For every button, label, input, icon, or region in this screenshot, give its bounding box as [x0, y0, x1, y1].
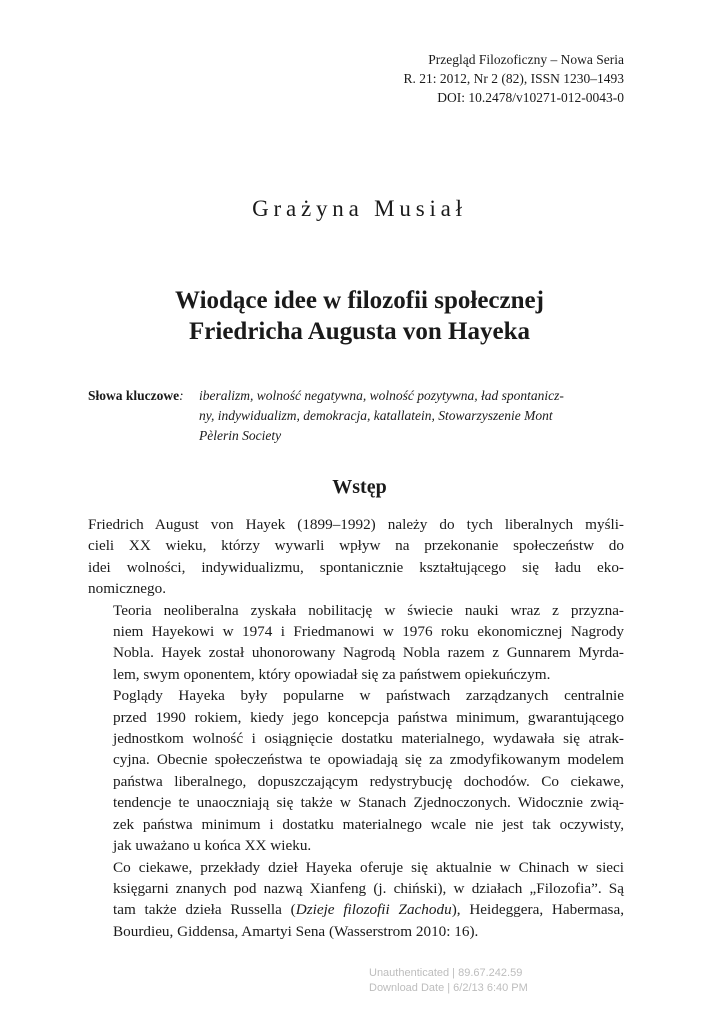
- text-line: tendencje te unaoczniają się także w Stanach Zjednoczonych. Widocznie zwią-: [113, 794, 624, 812]
- text-line: niem Hayekowi w 1974 i Friedmanowi w 1976 roku ekonomicznej Nagrody: [113, 623, 624, 641]
- paragraph: [88, 685, 624, 856]
- paragraph: [88, 600, 624, 686]
- text-line: Bourdieu, Giddensa, Amartyi Sena (Wasserstrom 2010: 16).: [113, 922, 479, 940]
- journal-header: [403, 50, 624, 107]
- keywords-line: ny, indywidualizm, demokracja, katallatein, Stowarzyszenie Mont: [199, 408, 553, 423]
- journal-issue: R. 21: 2012, Nr 2 (82), ISSN 1230–1493: [403, 71, 624, 86]
- journal-name: Przegląd Filozoficzny – Nowa Seria: [428, 52, 624, 67]
- text-line: Teoria neoliberalna zyskała nobilitację w świecie nauki wraz z przyzna-: [113, 601, 624, 619]
- text-line: przed 1990 rokiem, kiedy jego koncepcja państwa minimum, gwarantującego: [113, 708, 624, 726]
- book-title: Dzieje filozofii Zachodu: [295, 901, 452, 919]
- paragraph: [88, 514, 624, 600]
- keywords-list: [199, 386, 624, 446]
- article-title: [0, 285, 719, 347]
- article-body: [88, 514, 624, 942]
- journal-doi: DOI: 10.2478/v10271-012-0043-0: [437, 90, 624, 105]
- title-line-2: Friedricha Augusta von Hayeka: [189, 318, 530, 345]
- text-line: Friedrich August von Hayek (1899–1992) należy do tych liberalnych myśli-: [88, 516, 624, 533]
- text-line: Poglądy Hayeka były popularne w państwach zarządzanych centralnie: [113, 687, 624, 705]
- text-line: jak uważano u końca XX wieku.: [113, 837, 312, 855]
- text-line: Co ciekawe, przekłady dzieł Hayeka oferuje się aktualnie w Chinach w sieci: [113, 858, 624, 876]
- keywords-block: [88, 386, 624, 446]
- author-name: Grażyna Musiał: [252, 196, 467, 221]
- text-line: państwa liberalnego, dopuszczającym redystrybucję dochodów. Co ciekawe,: [113, 772, 624, 790]
- watermark-ip: Unauthenticated | 89.67.242.59: [369, 967, 523, 979]
- text-line: księgarni znanych pod nazwą Xianfeng (j. chiński), w działach „Filozofia”. Są: [113, 879, 624, 897]
- title-line-1: Wiodące idee w filozofii społecznej: [175, 287, 544, 314]
- text-line: cieli XX wieku, którzy wywarli wpływ na przekonanie społeczeństw do: [88, 537, 624, 555]
- text-line: idei wolności, indywidualizmu, spontanicznie kształtującego się ładu eko-: [88, 558, 624, 576]
- text-line: zek państwa minimum i dostatku materialnego wcale nie jest tak oczywisty,: [113, 815, 624, 833]
- keywords-label: Słowa kluczowe:: [88, 388, 184, 403]
- watermark-date: Download Date | 6/2/13 6:40 PM: [369, 982, 528, 994]
- keywords-line: iberalizm, wolność negatywna, wolność pozytywna, ład spontanicz-: [199, 388, 564, 403]
- text-line: jednostkom wolność i osiągnięcie dostatku materialnego, wydawała się atrak-: [113, 730, 624, 748]
- download-watermark: [369, 966, 528, 996]
- text-line: Nobla. Hayek został uhonorowany Nagrodą Nobla razem z Gunnarem Myrda-: [113, 644, 624, 662]
- section-heading: Wstęp: [332, 476, 387, 498]
- text-line: tam także dzieła Russella (Dzieje filozofii Zachodu), Heideggera, Habermasa,: [113, 901, 625, 919]
- text-line: nomicznego.: [88, 580, 167, 598]
- paragraph: [88, 857, 624, 943]
- text-line: cyjna. Obecnie społeczeństwa te opowiadają się za zmodyfikowanym modelem: [113, 751, 624, 769]
- text-line: lem, swym oponentem, który opowiadał się za państwem opiekuńczym.: [113, 665, 551, 683]
- keywords-line: Pèlerin Society: [199, 428, 282, 443]
